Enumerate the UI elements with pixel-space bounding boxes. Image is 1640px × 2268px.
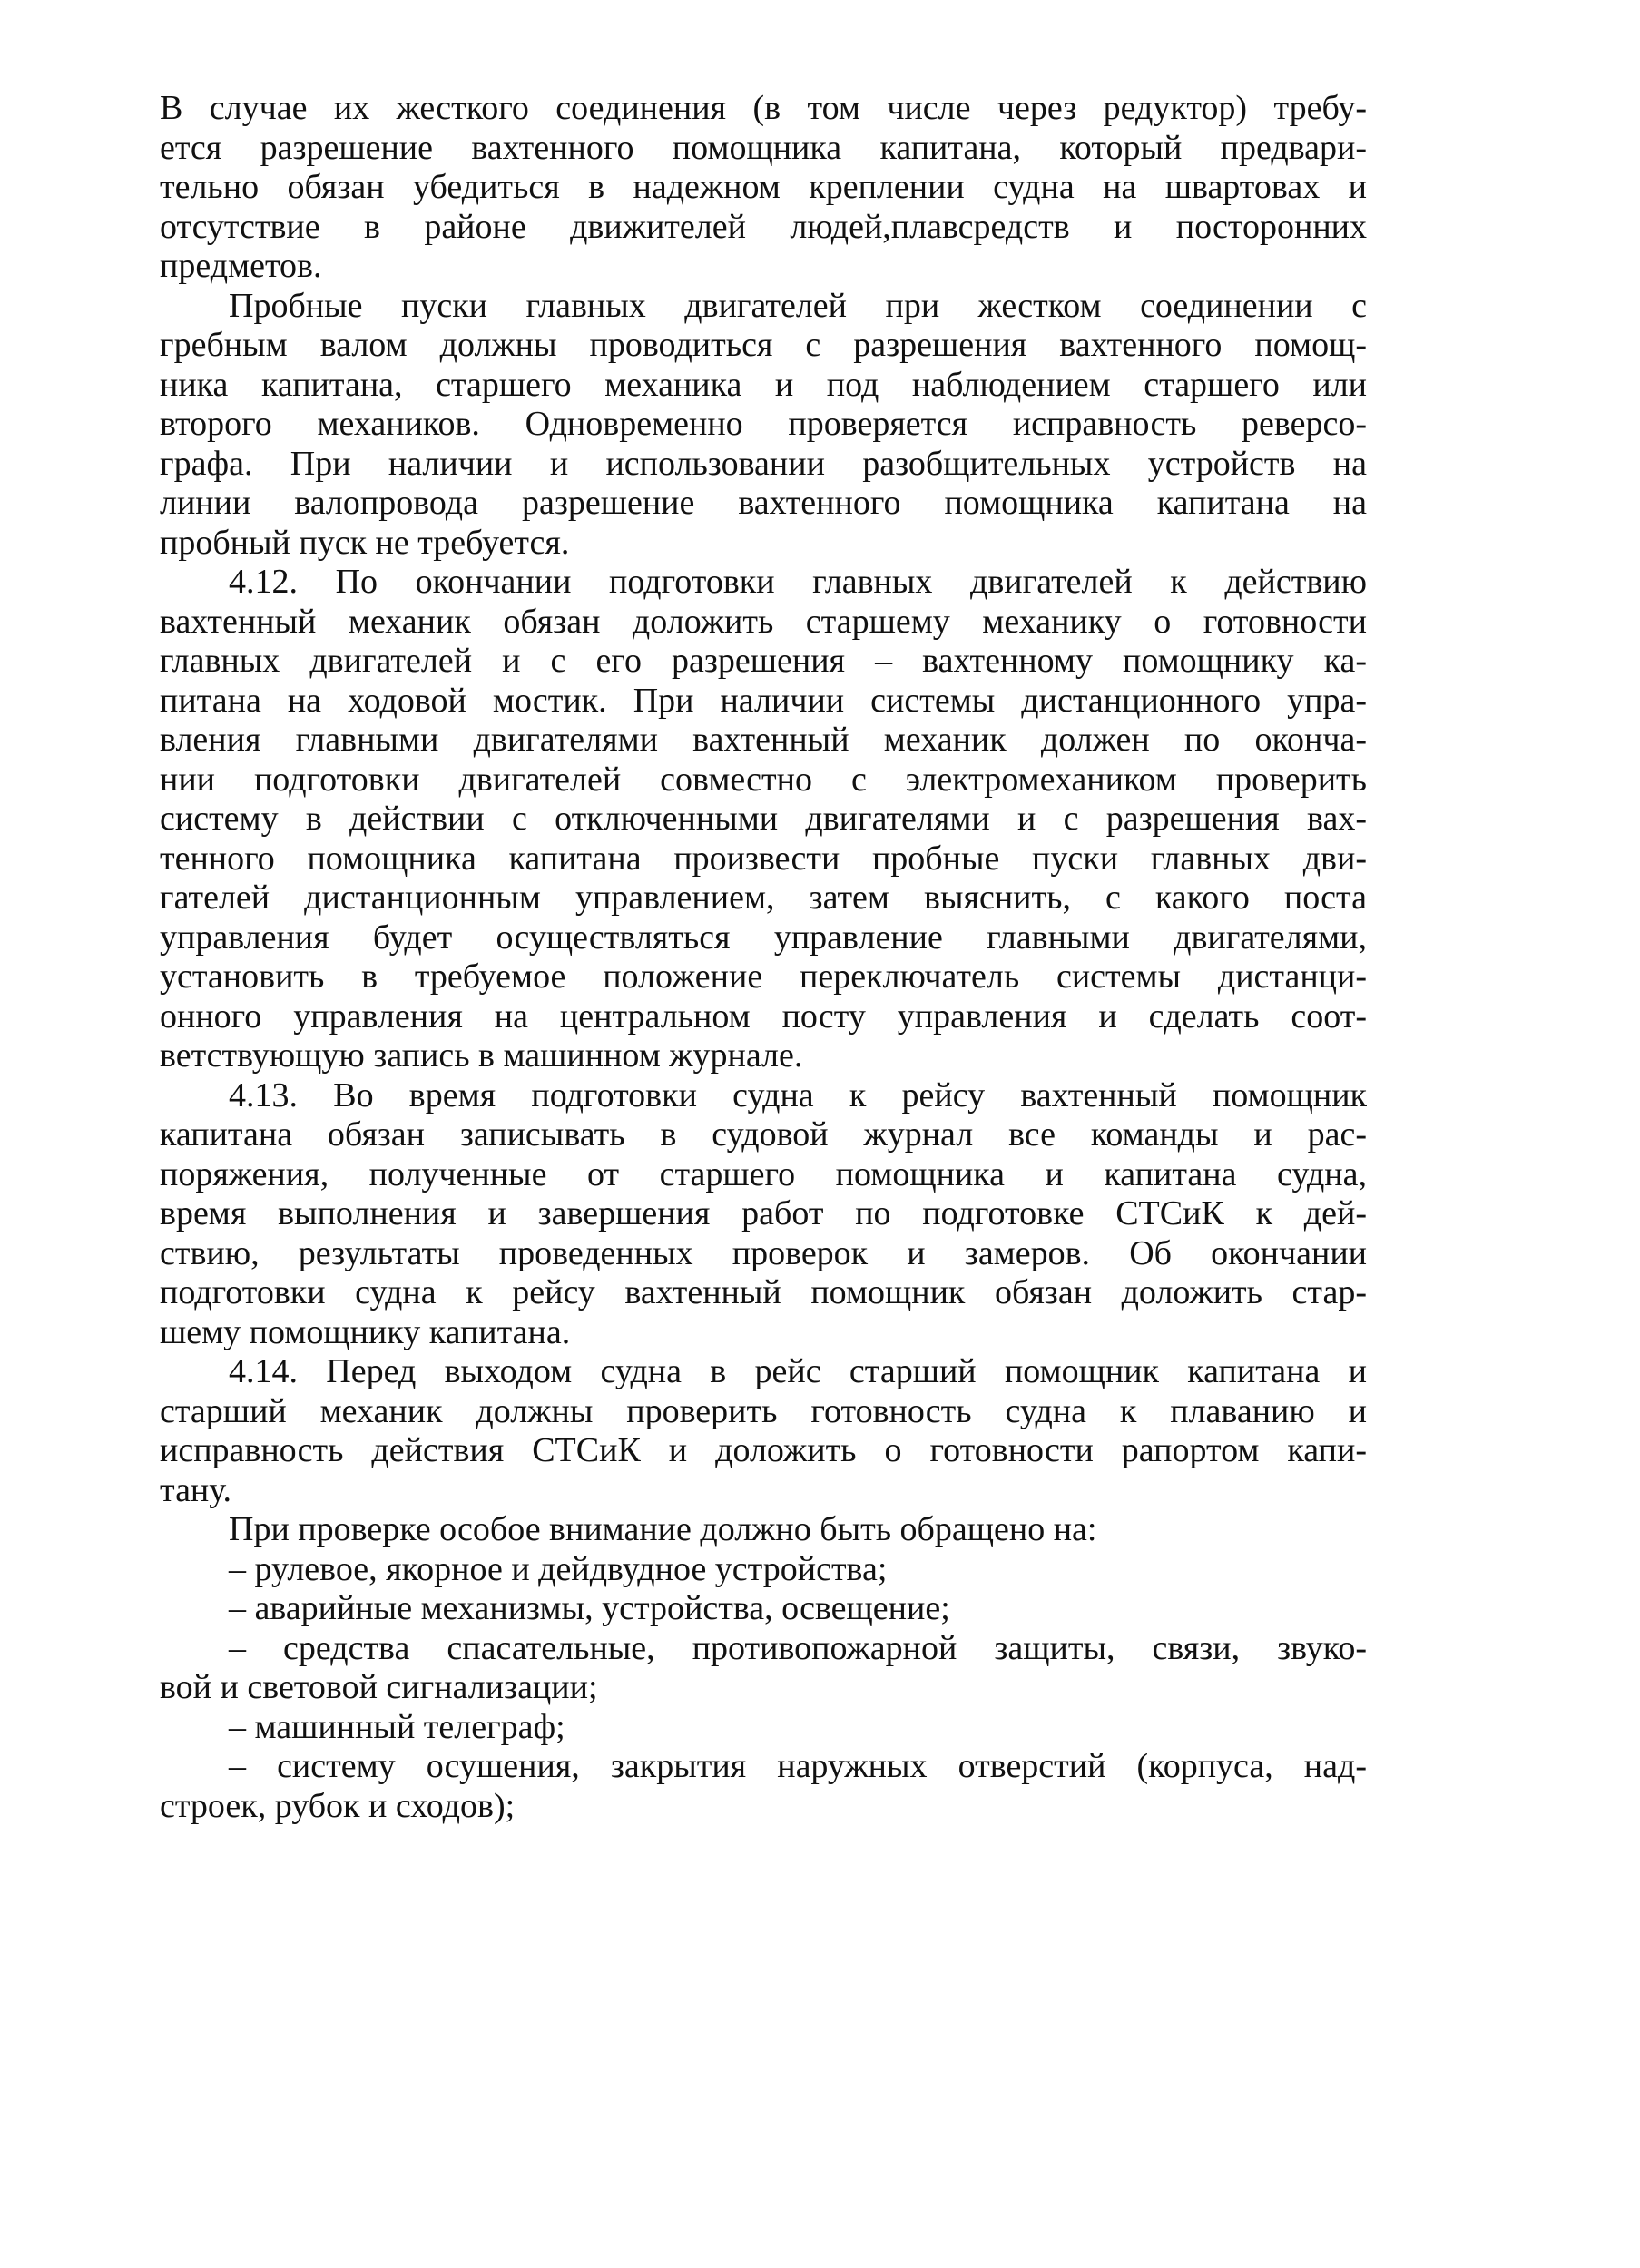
paragraph xyxy=(160,287,1367,564)
text-line: ствию, результаты проведенных проверок и замеров. Об окончании xyxy=(160,1233,1367,1272)
text-line: линии валопровода разрешение вахтенного помощника капитана на xyxy=(160,484,1367,522)
text-line: графа. При наличии и использовании разобщительных устройств на xyxy=(160,444,1367,483)
text-line: шему помощнику капитана. xyxy=(160,1312,571,1351)
text-line: Пробные пуски главных двигателей при жестком соединении с xyxy=(229,286,1367,325)
text-line: вления главными двигателями вахтенный механик должен по оконча- xyxy=(160,721,1367,759)
text-line: При проверке особое внимание должно быть обращено на: xyxy=(229,1510,1097,1548)
paragraph xyxy=(160,1076,1367,1353)
text-line: 4.14. Перед выходом судна в рейс старший помощник капитана и xyxy=(229,1352,1367,1390)
text-line: поряжения, полученные от старшего помощника и капитана судна, xyxy=(160,1154,1367,1193)
text-line: 4.12. По окончании подготовки главных двигателей к действию xyxy=(229,563,1367,601)
text-line: тенного помощника капитана произвести пробные пуски главных дви- xyxy=(160,839,1367,878)
text-line: строек, рубок и сходов); xyxy=(160,1786,516,1825)
text-line: вой и световой сигнализации; xyxy=(160,1668,598,1706)
text-line: отсутствие в районе движителей людей,плавсредств и посторонних xyxy=(160,207,1367,246)
text-line: ника капитана, старшего механика и под наблюдением старшего или xyxy=(160,365,1367,404)
paragraph xyxy=(160,1589,1367,1629)
paragraph xyxy=(160,1550,1367,1590)
text-line: – средства спасательные, противопожарной защиты, связи, звуко- xyxy=(229,1628,1367,1667)
text-line: главных двигателей и с его разрешения – вахтенному помощнику ка- xyxy=(160,642,1367,680)
paragraph xyxy=(160,1747,1367,1826)
text-line: тельно обязан убедиться в надежном креплении судна на швартовах и xyxy=(160,168,1367,206)
paragraph xyxy=(160,1629,1367,1708)
text-line: предметов. xyxy=(160,247,322,285)
text-line: систему в действии с отключенными двигателями и с разрешения вах- xyxy=(160,800,1367,838)
text-line: гателей дистанционным управлением, затем выяснить, с какого поста xyxy=(160,879,1367,917)
text-line: вахтенный механик обязан доложить старшему механику о готовности xyxy=(160,602,1367,641)
text-line: исправность действия СТСиК и доложить о готовности рапортом капи- xyxy=(160,1431,1367,1469)
text-line: старший механик должны проверить готовность судна к плаванию и xyxy=(160,1391,1367,1430)
text-line: время выполнения и завершения работ по подготовке СТСиК к дей- xyxy=(160,1194,1367,1232)
text-line: нии подготовки двигателей совместно с электромехаником проверить xyxy=(160,760,1367,799)
paragraph xyxy=(160,563,1367,1076)
text-line: управления будет осуществляться управление главными двигателями, xyxy=(160,918,1367,957)
text-line: пробный пуск не требуется. xyxy=(160,523,570,562)
paragraph xyxy=(160,1708,1367,1748)
text-line: гребным валом должны проводиться с разрешения вахтенного помощ- xyxy=(160,326,1367,364)
text-line: – машинный телеграф; xyxy=(229,1707,565,1746)
text-line: капитана обязан записывать в судовой журнал все команды и рас- xyxy=(160,1115,1367,1154)
text-line: онного управления на центральном посту управления и сделать соот- xyxy=(160,997,1367,1036)
text-line: 4.13. Во время подготовки судна к рейсу вахтенный помощник xyxy=(229,1075,1367,1114)
text-line: питана на ходовой мостик. При наличии системы дистанционного упра- xyxy=(160,681,1367,720)
text-line: тану. xyxy=(160,1470,231,1509)
paragraph xyxy=(160,1510,1367,1550)
paragraph xyxy=(160,89,1367,287)
text-line: установить в требуемое положение переключатель системы дистанци- xyxy=(160,957,1367,996)
text-line: ветствующую запись в машинном журнале. xyxy=(160,1036,803,1075)
text-line: ется разрешение вахтенного помощника капитана, который предвари- xyxy=(160,128,1367,167)
text-line: – рулевое, якорное и дейдвудное устройства; xyxy=(229,1549,888,1588)
text-line: В случае их жесткого соединения (в том числе через редуктор) требу- xyxy=(160,89,1367,127)
paragraph xyxy=(160,1352,1367,1510)
text-line: – систему осушения, закрытия наружных отверстий (корпуса, над- xyxy=(229,1747,1367,1785)
text-line: подготовки судна к рейсу вахтенный помощник обязан доложить стар- xyxy=(160,1273,1367,1311)
body-text xyxy=(160,89,1367,1826)
text-line: – аварийные механизмы, устройства, освещение; xyxy=(229,1589,950,1627)
text-line: второго механиков. Одновременно проверяется исправность реверсо- xyxy=(160,405,1367,443)
